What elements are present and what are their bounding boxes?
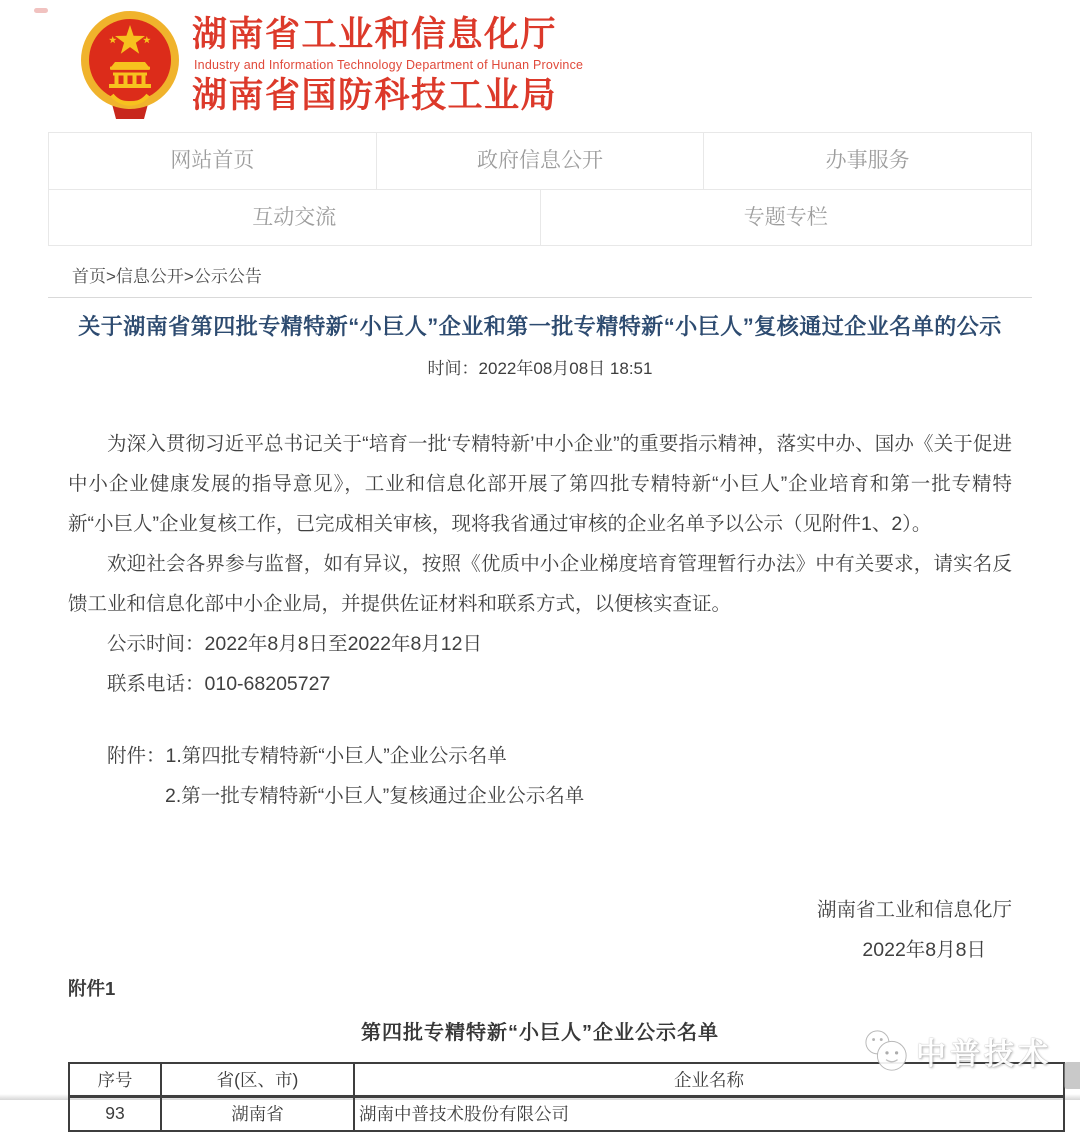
table-title: 第四批专精特新“小巨人”企业公示名单	[361, 1021, 719, 1044]
publish-time: 时间：2022年08月08日 18:51	[427, 358, 653, 378]
department-title-cn: 湖南省工业和信息化厅	[192, 15, 558, 55]
attachments-label: 附件：	[107, 744, 166, 767]
national-emblem-logo	[78, 10, 182, 120]
watermark-text: 中普技术	[916, 1038, 1052, 1071]
attachment1-label: 附件1	[68, 977, 116, 999]
article-body	[68, 424, 1012, 1053]
nav-item-special-columns[interactable]: 专题专栏	[540, 190, 1032, 245]
nav-item-home[interactable]: 网站首页	[170, 149, 255, 172]
nav-item-interaction[interactable]: 互动交流	[252, 206, 337, 229]
signature-block	[68, 890, 1012, 970]
table-header-row	[69, 1063, 1064, 1097]
col-header-province: 省(区、市)	[161, 1063, 354, 1097]
publicity-period: 公示时间：2022年8月8日至2022年8月12日	[107, 632, 482, 655]
corner-artifact	[1064, 1062, 1080, 1089]
nav-item-services[interactable]: 办事服务	[703, 133, 1031, 189]
bureau-title-cn: 湖南省国防科技工业局	[192, 75, 558, 115]
signature-org: 湖南省工业和信息化厅	[816, 898, 1012, 921]
contact-phone: 联系电话：010-68205727	[107, 672, 331, 695]
site-header	[0, 0, 1080, 130]
attachment-link-2[interactable]: 2.第一批专精特新“小巨人”复核通过企业公示名单	[165, 784, 585, 807]
col-header-company: 企业名称	[354, 1063, 1064, 1097]
masthead-titles	[192, 15, 583, 114]
bottom-shade	[0, 1094, 1080, 1100]
cell-company: 湖南中普技术股份有限公司	[354, 1097, 1064, 1131]
scan-artifact	[34, 8, 48, 13]
nav-item-gov-info[interactable]: 政府信息公开	[376, 133, 704, 189]
divider	[48, 297, 1032, 298]
page-title: 关于湖南省第四批专精特新“小巨人”企业和第一批专精特新“小巨人”复核通过企业名单的公示	[78, 314, 1002, 339]
breadcrumb[interactable]: 首页>信息公开>公示公告	[72, 267, 262, 286]
cell-province: 湖南省	[161, 1097, 354, 1131]
cell-index: 93	[69, 1097, 161, 1131]
paragraph-2: 欢迎社会各界参与监督，如有异议，按照《优质中小企业梯度培育管理暂行办法》中有关要求，请实名反馈工业和信息化部中小企业局，并提供佐证材料和联系方式，以便核实查证。	[68, 552, 1012, 615]
col-header-index: 序号	[69, 1063, 161, 1097]
nav-row-1	[49, 133, 1031, 189]
nav-row-2	[49, 189, 1031, 245]
main-nav	[48, 132, 1032, 246]
table-row	[69, 1097, 1064, 1131]
paragraph-1: 为深入贯彻习近平总书记关于“培育一批‘专精特新’中小企业”的重要指示精神，落实中办、国办《关于促进中小企业健康发展的指导意见》，工业和信息化部开展了第四批专精特新“小巨人”企业培育和第一批专精特新“小巨人”企业复核工作，已完成相关审核，现将我省通过审核的企业名单予以公示（见附件1、2）。	[68, 432, 1012, 535]
attachments-block	[68, 736, 1012, 816]
signature-date: 2022年8月8日	[862, 938, 986, 961]
department-title-en: Industry and Information Technology Department of Hunan Province	[194, 57, 584, 72]
attachment-link-1[interactable]: 1.第四批专精特新“小巨人”企业公示名单	[165, 744, 507, 767]
